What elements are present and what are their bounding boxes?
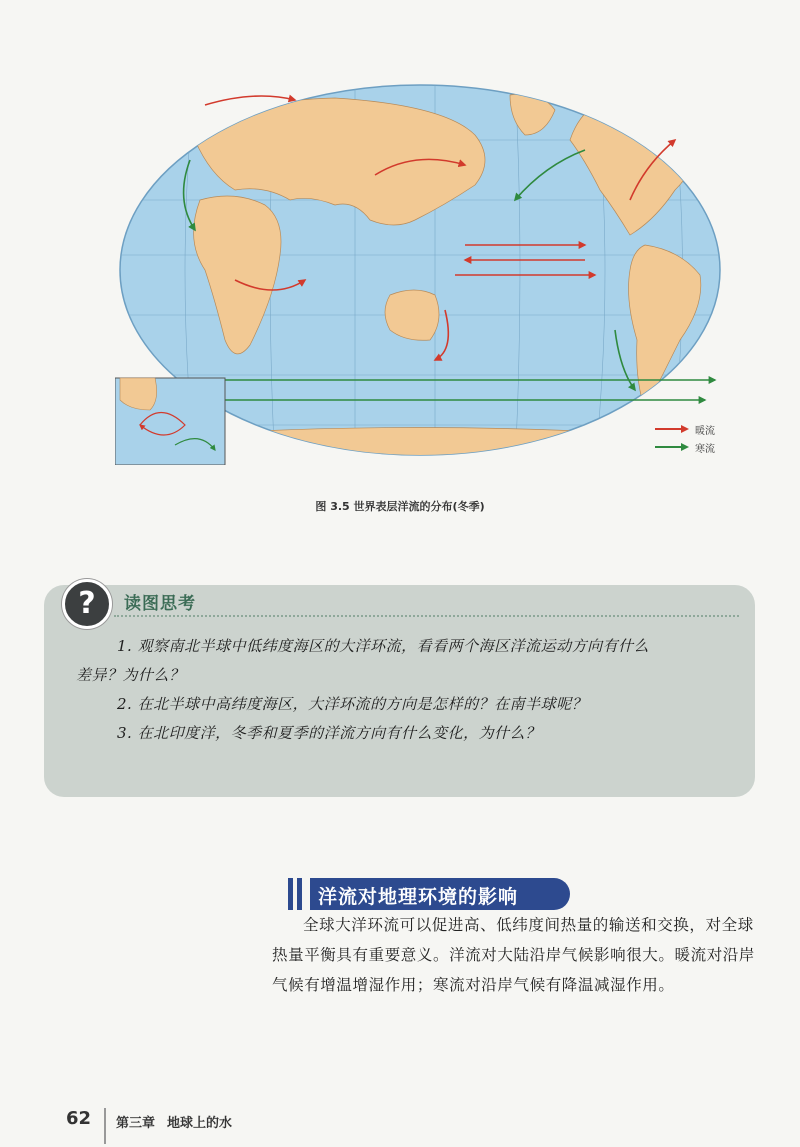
think-title: 读图思考 <box>124 594 196 614</box>
legend-warm <box>655 420 715 438</box>
world-ocean-currents-map <box>115 80 725 465</box>
page-number: 62 <box>66 1108 92 1129</box>
question-1-line-1: 1. 观察南北半球中低纬度海区的大洋环流，看看两个海区洋流运动方向有什么 <box>117 637 650 655</box>
question-2: 2. 在北半球中高纬度海区，大洋环流的方向是怎样的？在南半球呢？ <box>117 695 588 713</box>
section-paragraph: 全球大洋环流可以促进高、低纬度间热量的输送和交换，对全球热量平衡具有重要意义。洋流对大陆沿岸气候影响很大。暖流对沿岸气候有增温增湿作用；寒流对沿岸气候有降温减湿作用。 <box>272 916 756 994</box>
legend-cold <box>655 438 715 456</box>
think-box <box>44 585 755 797</box>
question-1-line-2: 差异？为什么？ <box>76 666 185 684</box>
chapter-number: 第三章 <box>116 1116 156 1131</box>
legend-warm-label: 暖流 <box>695 425 715 437</box>
dotted-divider <box>114 615 739 617</box>
map-legend <box>655 420 715 456</box>
legend-cold-label: 寒流 <box>695 443 715 455</box>
map-graphic <box>115 80 725 465</box>
section-title: 洋流对地理环境的影响 <box>318 886 519 908</box>
figure-caption: 图 3.5 世界表层洋流的分布(冬季) <box>315 500 485 513</box>
footer-divider <box>104 1108 106 1144</box>
question-mark-icon: ? <box>62 579 112 629</box>
question-3: 3. 在北印度洋，冬季和夏季的洋流方向有什么变化，为什么？ <box>117 724 541 742</box>
chapter-title: 地球上的水 <box>167 1116 233 1131</box>
chapter-label <box>116 1112 244 1131</box>
